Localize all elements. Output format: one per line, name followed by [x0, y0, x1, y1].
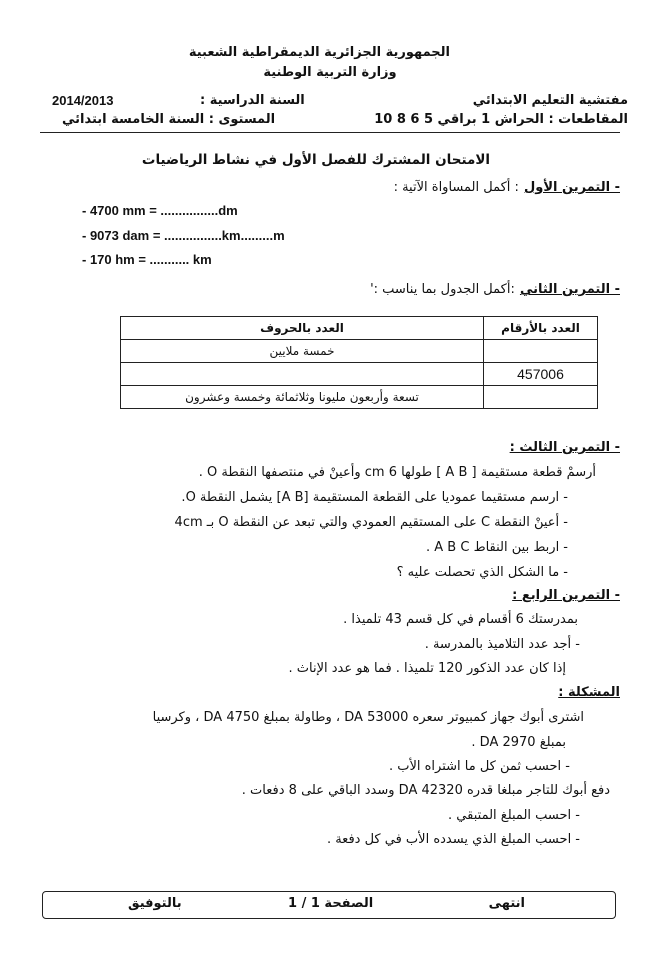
footer-box	[42, 891, 616, 919]
ex2-title: - التمرين الثاني	[519, 282, 620, 297]
ex1-instruction: : أكمل المساواة الآتية :	[393, 180, 519, 195]
exam-title: الامتحان المشترك للفصل الأول في نشاط الرياضيات	[141, 152, 490, 168]
problem-line-3: - احسب ثمن كل ما اشتراه الأب .	[388, 759, 570, 774]
ex3-line-2: - ارسم مستقيما عموديا على القطعة المستقيمة [A B] يشمل النقطة O.	[181, 490, 568, 505]
ex1-title: - التمرين الأول	[524, 180, 620, 195]
col-digits-header: العدد بالأرقام	[484, 317, 598, 340]
problem-line-2: بمبلغ 2970 DA .	[471, 735, 566, 750]
table-row	[121, 363, 598, 386]
ex3-line-5: - ما الشكل الذي تحصلت عليه ؟	[396, 565, 568, 580]
school-year-value: 2014/2013	[52, 93, 114, 108]
republic-title: الجمهورية الجزائرية الديمقراطية الشعبية	[188, 45, 450, 60]
row3-words: تسعة وأربعون مليونا وثلاثمائة وخمسة وعشرون	[121, 386, 484, 409]
inspection-label: مفتشية التعليم الابتدائي	[472, 93, 628, 108]
ex4-line-1: بمدرستك 6 أقسام في كل قسم 43 تلميذا .	[343, 612, 578, 627]
ex2-heading	[370, 278, 620, 297]
problem-title: المشكلة :	[558, 685, 620, 700]
ex1-heading	[394, 176, 620, 195]
footer-end: انتهى	[488, 896, 525, 911]
ex4-line-2: - أجد عدد التلاميذ بالمدرسة .	[424, 637, 580, 652]
ex3-line-4: - اربط بين النقاط A B C .	[426, 540, 568, 555]
problem-line-4: دفع أبوك للتاجر مبلغا قدره 42320 DA وسدد الباقي على 8 دفعات .	[241, 783, 610, 798]
footer-page: الصفحة 1 / 1	[288, 896, 374, 911]
districts-label: المقاطعات : الحراش 1 براقي 5 6 8 10	[374, 112, 628, 127]
problem-line-5: - احسب المبلغ المتبقي .	[448, 808, 580, 823]
header-divider	[40, 132, 620, 133]
ex1-line-2: - 9073 dam = ................km.........m	[82, 228, 285, 243]
ex1-line-3: - 170 hm = ........... km	[82, 252, 212, 267]
table-row	[121, 340, 598, 363]
ministry-title: وزارة التربية الوطنية	[263, 65, 397, 80]
level-label: المستوى : السنة الخامسة ابتدائي	[62, 112, 276, 127]
table-header-row	[121, 317, 598, 340]
numbers-table	[120, 316, 598, 409]
row1-words: خمسة ملايين	[121, 340, 484, 363]
ex4-title: - التمرين الرابع :	[512, 588, 620, 603]
row2-digits: 457006	[484, 363, 598, 386]
problem-line-1: اشترى أبوك جهاز كمبيوتر سعره 53000 DA ، وطاولة بمبلغ 4750 DA ، وكرسيا	[152, 710, 584, 725]
school-year-label: السنة الدراسية :	[200, 93, 305, 108]
row1-digits	[484, 340, 598, 363]
col-words-header: العدد بالحروف	[121, 317, 484, 340]
ex3-title: - التمرين الثالث :	[509, 440, 620, 455]
row3-digits	[484, 386, 598, 409]
footer-good-luck: بالتوفيق	[128, 896, 182, 911]
ex3-line-1: أرسمْ قطعة مستقيمة [ A B ] طولها 6 cm وأعينْ في منتصفها النقطة O .	[198, 465, 596, 480]
ex4-line-3: إذا كان عدد الذكور 120 تلميذا . فما هو عدد الإناث .	[288, 661, 566, 676]
ex2-instruction: :أكمل الجدول بما يناسب :'	[370, 282, 515, 297]
ex1-line-1: - 4700 mm = ................dm	[82, 203, 238, 218]
row2-words	[121, 363, 484, 386]
ex3-line-3: - أعينْ النقطة C على المستقيم العمودي والتي تبعد عن النقطة O بـ 4cm	[174, 515, 568, 530]
table-row	[121, 386, 598, 409]
problem-line-6: - احسب المبلغ الذي يسدده الأب في كل دفعة .	[326, 832, 580, 847]
